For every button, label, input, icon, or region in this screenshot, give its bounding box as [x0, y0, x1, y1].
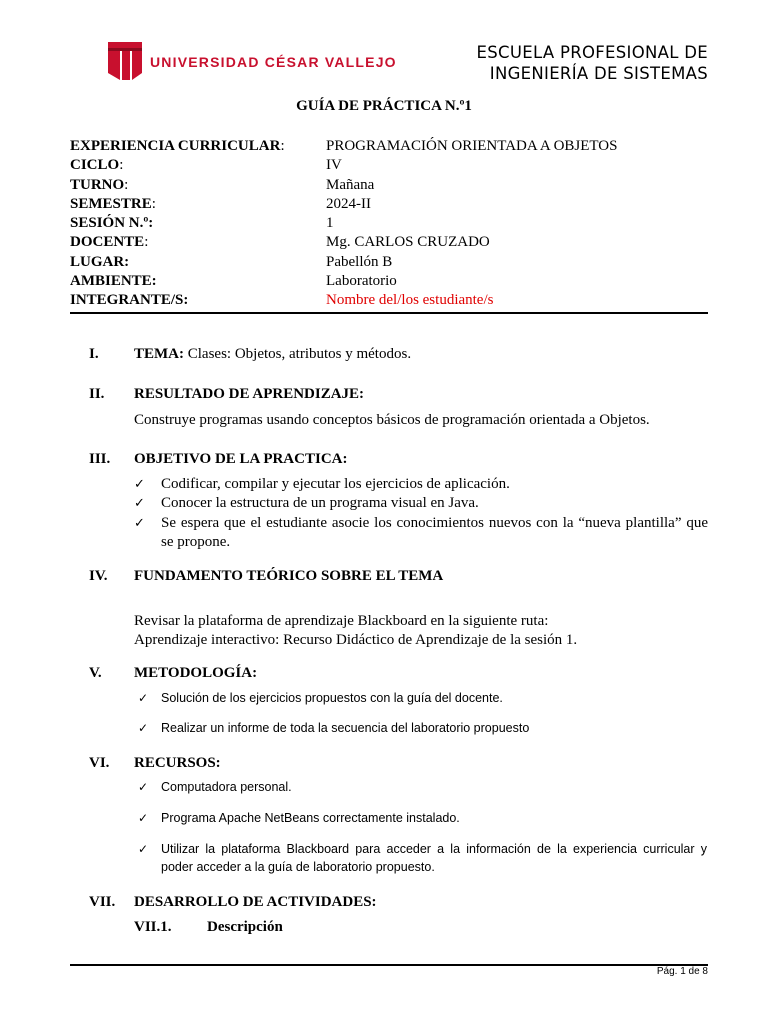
section-tema: [89, 345, 411, 364]
footer-divider: [70, 964, 708, 966]
ucv-shield-icon: [108, 42, 142, 80]
checkmark-icon: ✓: [138, 780, 149, 794]
school-name: [477, 42, 708, 84]
section-heading: TEMA:: [134, 346, 184, 362]
section-heading: RESULTADO DE APRENDIZAJE:: [134, 386, 365, 402]
section-number: VI.: [89, 755, 110, 771]
info-value: 1: [326, 215, 334, 232]
info-table: [70, 137, 708, 314]
info-row: [70, 195, 708, 214]
section-heading: METODOLOGÍA:: [134, 665, 258, 681]
info-label: LUGAR:: [70, 253, 130, 270]
checkmark-icon: ✓: [138, 842, 149, 856]
info-row: [70, 137, 708, 156]
section-heading: FUNDAMENTO TEÓRICO SOBRE EL TEMA: [134, 568, 444, 584]
list-item: ✓ Utilizar la plataforma Blackboard para acceder a la información de la experiencia curricular y poder acceder a la guía de laboratorio propuesto.: [138, 842, 707, 874]
info-value: PROGRAMACIÓN ORIENTADA A OBJETOS: [326, 138, 618, 154]
info-value: IV: [326, 157, 342, 174]
list-item: ✓ Computadora personal.: [138, 780, 292, 794]
info-label: TURNO:: [70, 176, 129, 193]
checkmark-icon: ✓: [138, 811, 149, 825]
subsection-descripcion: [134, 918, 283, 937]
list-item: ✓ Se espera que el estudiante asocie los conocimientos nuevos con la “nueva plantilla” que se propone.: [134, 515, 708, 550]
info-value: Pabellón B: [326, 253, 393, 270]
info-value: Mg. CARLOS CRUZADO: [326, 234, 490, 251]
info-value: Mañana: [326, 176, 375, 193]
subsection-number: VII.1.: [134, 919, 172, 935]
fundamento-line-2: Aprendizaje interactivo: Recurso Didáctico de Aprendizaje de la sesión 1.: [134, 632, 578, 648]
info-row: [70, 233, 708, 252]
info-row: [70, 176, 708, 195]
university-name: UNIVERSIDAD CÉSAR VALLEJO: [150, 54, 397, 70]
list-item: ✓ Programa Apache NetBeans correctamente instalado.: [138, 811, 460, 825]
section-heading: RECURSOS:: [134, 755, 221, 771]
info-label: SESIÓN N.º:: [70, 215, 154, 232]
section-number: I.: [89, 346, 99, 362]
checkmark-icon: ✓: [134, 496, 145, 511]
list-item: ✓ Solución de los ejercicios propuestos con la guía del docente.: [138, 691, 503, 705]
list-item: ✓ Codificar, compilar y ejecutar los ejercicios de aplicación.: [134, 476, 510, 492]
checkmark-icon: ✓: [138, 721, 149, 735]
page-number: Pág. 1 de 8: [656, 966, 708, 977]
info-label: AMBIENTE:: [70, 273, 157, 290]
info-row: [70, 272, 708, 291]
resultado-text: Construye programas usando conceptos básicos de programación orientada a Objetos.: [134, 412, 650, 428]
info-label: CICLO:: [70, 157, 124, 174]
info-label: INTEGRANTE/S:: [70, 292, 189, 309]
section-number: V.: [89, 665, 102, 681]
info-row: [70, 291, 708, 310]
section-objetivo: [89, 450, 347, 469]
info-label: EXPERIENCIA CURRICULAR:: [70, 138, 285, 154]
info-value: Laboratorio: [326, 273, 397, 290]
info-label: SEMESTRE:: [70, 195, 156, 212]
university-logo: [108, 42, 397, 80]
section-recursos: [89, 754, 221, 773]
fundamento-line-1: Revisar la plataforma de aprendizaje Blackboard en la siguiente ruta:: [134, 613, 549, 629]
info-row: [70, 214, 708, 233]
section-number: II.: [89, 386, 105, 402]
section-number: VII.: [89, 894, 116, 910]
student-name-placeholder: Nombre del/los estudiante/s: [326, 292, 494, 309]
section-heading: DESARROLLO DE ACTIVIDADES:: [134, 894, 377, 910]
section-heading: OBJETIVO DE LA PRACTICA:: [134, 451, 348, 467]
school-line-1: ESCUELA PROFESIONAL DE: [476, 43, 708, 62]
section-resultado: [89, 385, 364, 404]
list-item: ✓ Conocer la estructura de un programa visual en Java.: [134, 495, 479, 511]
guide-title: GUÍA DE PRÁCTICA N.º1: [296, 98, 472, 114]
info-label: DOCENTE:: [70, 234, 149, 251]
info-value: 2024-II: [326, 195, 371, 212]
section-fundamento: [89, 567, 443, 586]
info-row: [70, 156, 708, 175]
checkmark-icon: ✓: [134, 516, 145, 531]
info-row: [70, 253, 708, 272]
section-number: III.: [89, 451, 111, 467]
section-text: Clases: Objetos, atributos y métodos.: [184, 346, 412, 362]
section-metodologia: [89, 664, 257, 683]
subsection-heading: Descripción: [207, 919, 283, 935]
checkmark-icon: ✓: [138, 691, 149, 705]
list-item: ✓ Realizar un informe de toda la secuencia del laboratorio propuesto: [138, 721, 530, 735]
checkmark-icon: ✓: [134, 477, 145, 492]
section-desarrollo: [89, 893, 377, 912]
section-number: IV.: [89, 568, 108, 584]
school-line-2: INGENIERÍA DE SISTEMAS: [489, 64, 708, 83]
